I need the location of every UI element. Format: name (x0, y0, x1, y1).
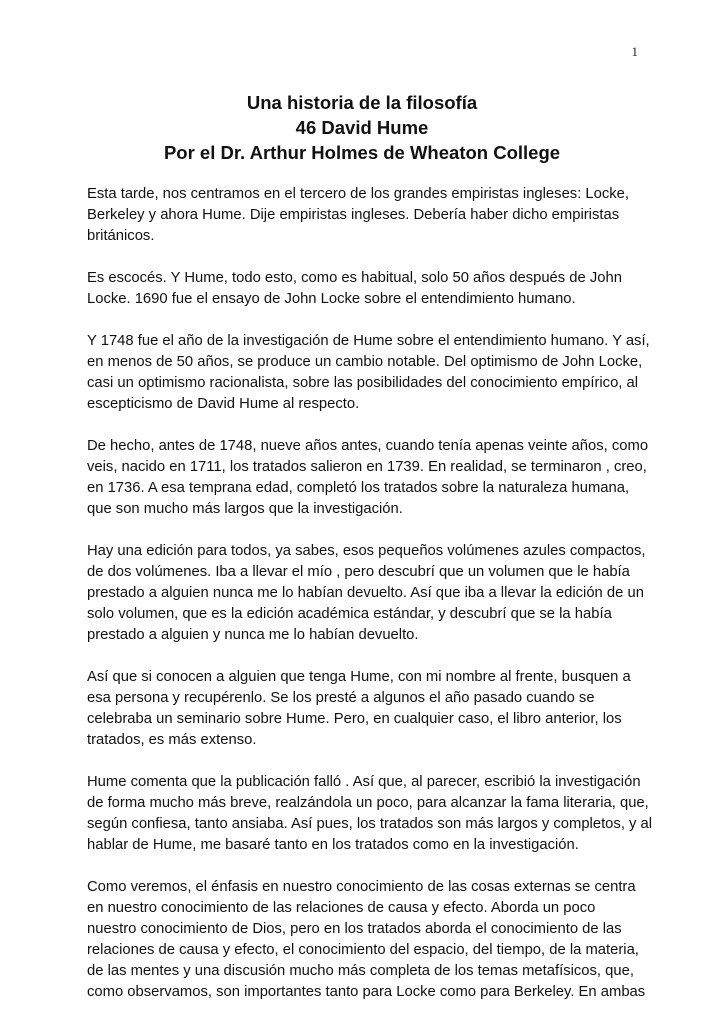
paragraph-line: Hume comenta que la publicación falló . Así que, al parecer, escribió la investigación (87, 774, 641, 790)
paragraph (87, 436, 647, 520)
paragraph-line: esa persona y recupérenlo. Se los presté a algunos el año pasado cuando se (87, 690, 595, 706)
paragraph-line: celebraba un seminario sobre Hume. Pero, en cualquier caso, el libro anterior, los (87, 711, 622, 727)
page-number: 1 (631, 44, 638, 59)
paragraph-line: según confiesa, tanto ansiaba. Así pues, los tratados son más largos y completos, y al (87, 816, 653, 832)
document-body (87, 184, 653, 1024)
paragraph-line: De hecho, antes de 1748, nueve años antes, cuando tenía apenas veinte años, como (87, 438, 649, 454)
paragraph-line: británicos. (87, 228, 155, 244)
paragraph-line: relaciones de causa y efecto, el conocimiento del espacio, del tiempo, de la materia, (87, 942, 639, 958)
paragraph-line: tratados, es más extenso. (87, 732, 257, 748)
paragraph-line: como observamos, son importantes tanto para Locke como para Berkeley. En ambas (87, 984, 646, 1000)
document-title (60, 90, 664, 165)
paragraph-line: de dos volúmenes. Iba a llevar el mío , pero descubrí que un volumen que le había (87, 564, 630, 580)
paragraph-line: en 1736. A esa temprana edad, completó los tratados sobre la naturaleza humana, (87, 480, 630, 496)
paragraph-line: solo volumen, que es la edición académica estándar, y descubrí que se la había (87, 606, 612, 622)
title-line-1: Una historia de la filosofía (246, 92, 478, 113)
paragraph (87, 331, 650, 415)
paragraph-line: de las mentes y una discusión mucho más completa de los temas metafísicos, que, (87, 963, 634, 979)
paragraph-line: nuestro conocimiento de Dios, pero en los tratados aborda el conocimiento de las (87, 921, 622, 937)
paragraph (87, 184, 647, 247)
paragraph-line: Es escocés. Y Hume, todo esto, como es habitual, solo 50 años después de John (87, 270, 622, 286)
paragraph (87, 541, 647, 646)
paragraph-line: Como veremos, el énfasis en nuestro conocimiento de las cosas externas se centra (87, 879, 636, 895)
paragraph (87, 772, 653, 856)
paragraph-line: Esta tarde, nos centramos en el tercero de los grandes empiristas ingleses: Locke, (87, 186, 630, 202)
title-line-3: Por el Dr. Arthur Holmes de Wheaton College (163, 142, 561, 163)
paragraph (87, 667, 647, 751)
paragraph-line: que son mucho más largos que la investigación. (87, 501, 403, 517)
paragraph-line: en menos de 50 años, se produce un cambio notable. Del optimismo de John Locke, (87, 354, 643, 370)
paragraph (87, 268, 647, 310)
paragraph (87, 877, 647, 1003)
paragraph-line: en nuestro conocimiento de las relaciones de causa y efecto. Aborda un poco (87, 900, 596, 916)
paragraph-line: casi un optimismo racionalista, sobre las posibilidades del conocimiento empírico, al (87, 375, 639, 391)
paragraph-line: Hay una edición para todos, ya sabes, esos pequeños volúmenes azules compactos, (87, 543, 646, 559)
paragraph-line: Así que si conocen a alguien que tenga Hume, con mi nombre al frente, busquen a (87, 669, 631, 685)
paragraph-line: Berkeley y ahora Hume. Dije empiristas ingleses. Debería haber dicho empiristas (87, 207, 620, 223)
title-line-2: 46 David Hume (295, 117, 429, 138)
paragraph-line: de forma mucho más breve, realzándola un poco, para alcanzar la fama literaria, que, (87, 795, 649, 811)
paragraph-line: escepticismo de David Hume al respecto. (87, 396, 360, 412)
paragraph-line: prestado a alguien y nunca me lo habían devuelto. (87, 627, 419, 643)
paragraph-line: hablar de Hume, me basaré tanto en los tratados como en la investigación. (87, 837, 579, 853)
paragraph-line: Locke. 1690 fue el ensayo de John Locke sobre el entendimiento humano. (87, 291, 576, 307)
paragraph-line: veis, nacido en 1711, los tratados salieron en 1739. En realidad, se terminaron , creo, (87, 459, 647, 475)
paragraph-line: prestado a alguien nunca me lo habían devuelto. Así que iba a llevar la edición de un (87, 585, 644, 601)
paragraph-line: Y 1748 fue el año de la investigación de Hume sobre el entendimiento humano. Y así, (87, 333, 650, 349)
